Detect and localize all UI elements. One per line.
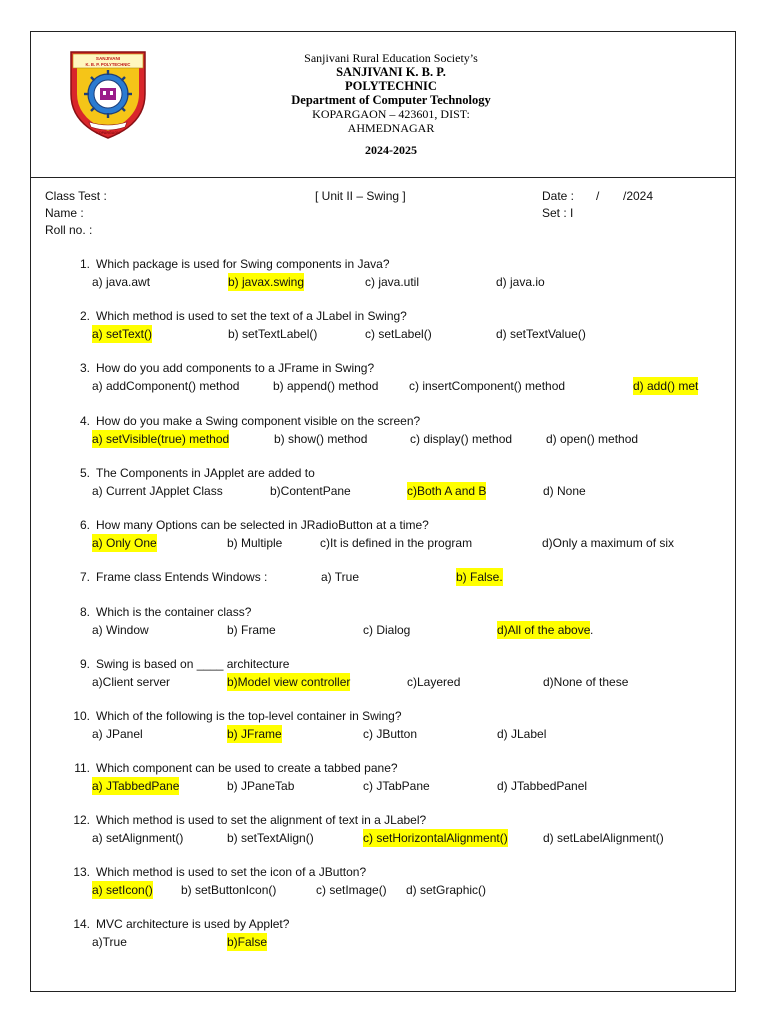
question-text-line (68, 811, 736, 829)
answer-option: a) True (321, 570, 360, 584)
question-text-line (68, 863, 736, 881)
paper-header (31, 32, 735, 178)
question-text-line (68, 603, 736, 621)
answer-suffix: . (590, 623, 594, 637)
answer-option: a) addComponent() method (92, 379, 240, 393)
answer-option: c) Dialog (363, 623, 411, 637)
institute-logo (67, 48, 149, 140)
options-row (68, 881, 736, 899)
question-number: 14. (73, 917, 90, 931)
question-item (68, 811, 736, 847)
answer-option: b) append() method (273, 379, 379, 393)
answer-option: b) setTextAlign() (227, 831, 314, 845)
question-text-line (68, 568, 736, 586)
answer-option: b) show() method (274, 432, 368, 446)
answer-option-highlighted: b) JFrame (227, 727, 282, 741)
answer-option: d) None (543, 484, 586, 498)
address-line2: AHMEDNAGAR (347, 121, 435, 135)
answer-option: d) setTextValue() (496, 327, 586, 341)
question-text-line (68, 759, 736, 777)
question-text: Which method is used to set the icon of a JButton? (96, 865, 367, 879)
logo-text-top: SANJIVANI (95, 56, 121, 61)
answer-option-highlighted: a) Only One (92, 536, 157, 550)
question-item (68, 707, 736, 743)
options-row (68, 673, 736, 691)
answer-option: c) JButton (363, 727, 418, 741)
question-item (68, 464, 736, 500)
answer-option: d) JTabbedPanel (497, 779, 588, 793)
answer-option: b) Multiple (227, 536, 283, 550)
department-name: Department of Computer Technology (291, 93, 491, 107)
date-slash: / (596, 189, 600, 203)
question-text-line (68, 516, 736, 534)
question-number: 13. (73, 865, 90, 879)
question-number: 8. (79, 605, 90, 619)
question-item (68, 568, 736, 586)
options-row (68, 777, 736, 795)
options-row (68, 725, 736, 743)
institute-name-line1: SANJIVANI K. B. P. (336, 65, 446, 79)
question-number: 4. (79, 414, 90, 428)
question-text: The Components in JApplet are added to (96, 466, 315, 480)
options-row (68, 829, 736, 847)
question-item (68, 255, 736, 291)
institute-info (241, 51, 541, 157)
question-text-line (68, 359, 736, 377)
question-number: 1. (79, 257, 90, 271)
options-row (68, 430, 736, 448)
question-text-line (68, 707, 736, 725)
address-line1: KOPARGAON – 423601, DIST: (312, 107, 470, 121)
answer-option: c) insertComponent() method (409, 379, 566, 393)
question-item (68, 863, 736, 899)
options-row (68, 325, 736, 343)
options-row (68, 482, 736, 500)
answer-option: a) Current JApplet Class (92, 484, 223, 498)
question-item (68, 603, 736, 639)
question-text: Swing is based on ____ architecture (96, 657, 290, 671)
answer-option-highlighted: c)Both A and B (407, 484, 487, 498)
question-text-line (68, 464, 736, 482)
question-text-line (68, 255, 736, 273)
options-row (68, 534, 736, 552)
answer-option: b)ContentPane (270, 484, 351, 498)
answer-option-highlighted: a) setIcon() (92, 883, 153, 897)
date-year: /2024 (623, 189, 654, 203)
name-label: Name : (45, 206, 84, 220)
question-number: 5. (79, 466, 90, 480)
question-item (68, 307, 736, 343)
question-number: 11. (74, 761, 90, 775)
institute-name-line2: POLYTECHNIC (345, 79, 437, 93)
set-label: Set : I (542, 206, 574, 220)
answer-option-highlighted: a) setText() (92, 327, 153, 341)
answer-option: d) open() method (546, 432, 639, 446)
question-text: Which method is used to set the text of a JLabel in Swing? (96, 309, 407, 323)
question-item (68, 516, 736, 552)
question-text-line (68, 307, 736, 325)
question-number: 6. (79, 518, 90, 532)
answer-option: c) display() method (410, 432, 513, 446)
question-item (68, 655, 736, 691)
answer-option: c)Layered (407, 675, 461, 689)
answer-option: a) setAlignment() (92, 831, 184, 845)
class-test-label: Class Test : (45, 189, 107, 203)
answer-option: b) setButtonIcon() (181, 883, 277, 897)
question-text: How do you add components to a JFrame in Swing? (96, 361, 375, 375)
options-row (68, 273, 736, 291)
question-text-line (68, 915, 736, 933)
question-item (68, 915, 736, 951)
question-text-line (68, 412, 736, 430)
question-text: MVC architecture is used by Applet? (96, 917, 290, 931)
answer-option: d)Only a maximum of six (542, 536, 675, 550)
answer-option-highlighted: d) add() met (633, 379, 699, 393)
answer-option: a) Window (92, 623, 149, 637)
question-item (68, 759, 736, 795)
answer-option: b) setTextLabel() (228, 327, 318, 341)
answer-option: b) Frame (227, 623, 276, 637)
answer-option: d) java.io (496, 275, 545, 289)
question-item (68, 359, 736, 395)
answer-option: d)None of these (543, 675, 629, 689)
logo-text-mid: K. B. P. POLYTECHNIC (85, 62, 131, 67)
question-number: 9. (79, 657, 90, 671)
question-text-line (68, 655, 736, 673)
answer-option: c) JTabPane (363, 779, 430, 793)
answer-option-highlighted: b) False. (456, 570, 503, 584)
options-row (68, 621, 736, 639)
answer-option-highlighted: d)All of the above (497, 623, 591, 637)
answer-option-highlighted: a) JTabbedPane (92, 779, 180, 793)
answer-option-highlighted: b)False (227, 935, 268, 949)
answer-option: a)True (92, 935, 127, 949)
answer-option-highlighted: b)Model view controller (227, 675, 351, 689)
question-text: How many Options can be selected in JRadioButton at a time? (96, 518, 429, 532)
question-number: 12. (73, 813, 90, 827)
question-item (68, 412, 736, 448)
question-text: Which component can be used to create a tabbed pane? (96, 761, 398, 775)
roll-number-label: Roll no. : (45, 223, 93, 237)
answer-option: b) JPaneTab (227, 779, 295, 793)
answer-option: d) JLabel (497, 727, 547, 741)
question-number: 10. (73, 709, 90, 723)
options-row (68, 377, 736, 395)
question-number: 2. (79, 309, 90, 323)
answer-option: c) java.util (365, 275, 420, 289)
answer-option: c) setLabel() (365, 327, 432, 341)
question-text: Which of the following is the top-level container in Swing? (96, 709, 402, 723)
question-text: Frame class Entends Windows : (96, 570, 268, 584)
logo-text-bottom: KOPARGAON (96, 131, 120, 135)
question-number: 7. (79, 570, 90, 584)
answer-option: c)It is defined in the program (320, 536, 473, 550)
answer-option: a)Client server (92, 675, 171, 689)
question-text: How do you make a Swing component visible on the screen? (96, 414, 421, 428)
answer-option: c) setImage() (316, 883, 387, 897)
question-text: Which method is used to set the alignment of text in a JLabel? (96, 813, 427, 827)
academic-year: 2024-2025 (365, 143, 417, 157)
question-text: Which is the container class? (96, 605, 252, 619)
answer-option-highlighted: a) setVisible(true) method (92, 432, 230, 446)
answer-option: d) setLabelAlignment() (543, 831, 664, 845)
society-name: Sanjivani Rural Education Society’s (304, 51, 478, 65)
question-number: 3. (79, 361, 90, 375)
options-row (68, 933, 736, 951)
answer-option: a) java.awt (92, 275, 151, 289)
answer-option-highlighted: b) javax.swing (228, 275, 305, 289)
question-text: Which package is used for Swing components in Java? (96, 257, 390, 271)
unit-label: [ Unit II – Swing ] (315, 189, 406, 203)
answer-option: d) setGraphic() (406, 883, 487, 897)
answer-option-highlighted: c) setHorizontalAlignment() (363, 831, 508, 845)
date-label: Date : (542, 189, 575, 203)
answer-option: a) JPanel (92, 727, 143, 741)
exam-paper (30, 31, 736, 992)
